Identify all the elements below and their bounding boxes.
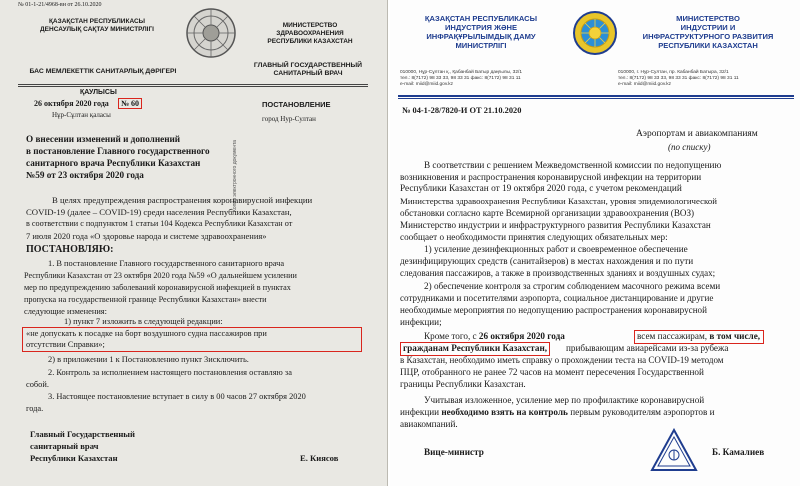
left-vertical-stamp: Копия электронного документа <box>232 139 238 212</box>
left-item1-1: 1) пункт 7 изложить в следующей редакции: <box>64 317 223 326</box>
right-para3-control: необходимо взять на контроль <box>441 407 568 417</box>
left-item1-line5: следующие изменения: <box>24 307 107 316</box>
right-signer-name: Б. Камалиев <box>712 447 765 457</box>
left-preamble-line1: В целях предупреждения распространения коронавирусной инфекции <box>52 195 313 205</box>
left-signer-name: Е. Киясов <box>300 453 339 463</box>
right-addr-ru-line3: e-mail: miid@miid.gov.kz <box>618 82 672 87</box>
right-recipient-note: (по списку) <box>668 142 711 152</box>
right-para1-line6: Министерство индустрии и инфраструктурного развития Республики Казахстан <box>400 220 711 230</box>
right-recipient: Аэропортам и авиакомпаниям <box>636 129 758 139</box>
left-org-kz-line2: ДЕНСАУЛЫҚ САҚТАУ МИНИСТРЛІГІ <box>40 26 154 33</box>
left-chief-kz: БАС МЕМЛЕКЕТТІК САНИТАРЛЫҚ ДӘРІГЕРІ <box>29 68 177 75</box>
left-org-ru-line2: ЗДРАВООХРАНЕНИЯ <box>276 30 344 37</box>
right-para2-line3: в Казахстан, необходимо иметь справку о прохождении теста на COVID-19 методом <box>400 355 724 365</box>
left-item1-line2: Республики Казахстан от 23 октября 2020 года №59 «О дальнейшем усилении <box>24 271 297 280</box>
left-decree-ru: ПОСТАНОВЛЕНИЕ <box>262 100 331 109</box>
left-preamble-line3: в соответствии с подпунктом 1 статьи 104 Кодекса Республики Казахстан от <box>26 219 293 228</box>
right-addr-kz-line2: тел.: 8(7172) 98 33 33, 98 33 31 факс: 8(7172) 98 31 11 <box>400 76 521 81</box>
right-para2-date: 26 октября 2020 года <box>478 331 565 341</box>
left-item3-line2: года. <box>26 404 44 413</box>
left-preamble-line2: COVID-19 (далее – COVID-19) среди населения Республики Казахстан, <box>26 207 292 217</box>
left-item2-line2: собой. <box>26 380 49 389</box>
left-item1-line4: пропуска на государственной границе Республики Казахстан» внести <box>24 295 267 304</box>
left-decree-document <box>0 0 388 486</box>
right-para1-line3: Республики Казахстан от 19 октября 2020 года, с учетом рекомендаций <box>400 184 682 194</box>
kazakhstan-emblem-icon <box>572 10 618 56</box>
left-doc-number: № 01-1-21/4968-вн от 26.10.2020 <box>18 2 102 8</box>
left-org-ru-line1: МИНИСТЕРСТВО <box>282 22 338 29</box>
right-addr-kz-line1: 010000, Нұр-Сұлтан қ., Қабанбай Батыр даңғылы, 32/1 <box>400 70 523 75</box>
right-para1-line1: В соответствии с решением Межведомственной комиссии по недопущению <box>424 160 722 170</box>
left-item1-line1: 1. В постановление Главного государственного санитарного врача <box>48 259 285 268</box>
right-header-rule <box>398 95 794 97</box>
left-item3-line1: 3. Настоящее постановление вступает в силу в 00 часов 27 октября 2020 <box>48 392 306 401</box>
right-para2-line1 <box>424 332 565 341</box>
right-para3-line2 <box>400 408 715 417</box>
triangle-stamp-icon <box>650 428 698 472</box>
right-org-kz-line3: ИНФРАҚҰРЫЛЫМДЫҚ ДАМУ <box>426 32 536 41</box>
left-signer-line3: Республики Казахстан <box>30 453 118 463</box>
left-chief-ru-line2: САНИТАРНЫЙ ВРАЧ <box>273 70 343 77</box>
left-title-line4: №59 от 23 октября 2020 года <box>26 170 144 180</box>
right-para2-arriving: прибывающим авиарейсами из-за рубежа <box>566 343 729 353</box>
right-org-ru-line1: МИНИСТЕРСТВО <box>676 14 740 23</box>
right-para2-text-a: Кроме того, с <box>424 331 479 341</box>
right-addr-ru-line1: 010000, г. Нур-Султан, пр. Кабанбай Батыра, 32/1 <box>618 70 729 75</box>
right-para2-all-passengers: всем пассажирам, <box>637 331 708 341</box>
right-para2-line5: границы Республики Казахстан. <box>400 379 526 389</box>
right-item1-line2: дезинфицирующих средств (санитайзеров) в местах нахождения и по пути <box>400 256 694 266</box>
left-city-kz: Нұр-Сұлтан қаласы <box>52 111 111 119</box>
left-title-line2: в постановление Главного государственного <box>26 146 210 156</box>
right-item2-line4: инфекции; <box>400 317 442 327</box>
right-org-kz-line2: ИНДУСТРИЯ ЖӘНЕ <box>444 23 518 32</box>
left-decree-kz: ҚАУЛЫСЫ <box>80 89 117 96</box>
right-addr-ru-line2: тел.: 8(7172) 98 33 33, 98 33 31 факс: 8(7172) 98 31 11 <box>618 76 739 81</box>
left-signer-line1: Главный Государственный <box>30 429 135 439</box>
right-para2-line4: ПЦР, отобранного не ранее 72 часов на момент пересечения Государственной <box>400 367 704 377</box>
left-highlight-line1: «не допускать к посадке на борт воздушного судна пассажиров при <box>26 329 267 338</box>
left-title-line3: санитарного врача Республики Казахстан <box>26 158 201 168</box>
left-item1-line3: мер по предупреждению заболеваний коронавирусной инфекцией в пунктах <box>24 283 291 292</box>
kazakhstan-emblem-icon <box>185 7 237 59</box>
right-para1-line2: возникновения и распространения коронавирусной инфекции на территории <box>400 172 702 182</box>
right-para1-line4: Министерства здравоохранения Республики Казахстан, уровня эпидемиологической <box>400 196 717 206</box>
right-para1-line7: сообщает о необходимости принятия следующих обязательных мер: <box>400 232 668 242</box>
right-org-ru-line4: РЕСПУБЛИКИ КАЗАХСТАН <box>658 41 758 50</box>
right-item1-line1: 1) усиление дезинфекционных работ и своевременное обеспечение <box>424 244 688 254</box>
right-para2-citizens: гражданам Республики Казахстан, <box>400 342 550 356</box>
right-para3-line1: Учитывая изложенное, усиление мер по профилактике коронавирусной <box>424 395 705 405</box>
left-decree-date: 26 октября 2020 года <box>34 99 109 108</box>
right-doc-number: № 04-1-28/7820-И ОТ 21.10.2020 <box>402 106 522 115</box>
right-item1-line3: следования пассажиров, а также в производственных зданиях и воздушных судах; <box>400 268 716 278</box>
right-header-rule-thin <box>398 98 794 99</box>
right-para3-text-d: первым руководителям аэропортов и <box>567 407 715 417</box>
right-item2-line3: необходимые мероприятия по недопущению распространения коронавирусной <box>400 305 707 315</box>
right-org-kz-line1: ҚАЗАҚСТАН РЕСПУБЛИКАСЫ <box>424 14 538 23</box>
right-org-kz-line4: МИНИСТРЛІГІ <box>455 41 507 50</box>
right-item2-line2: сотрудниками и посетителями аэропорта, социальное дистанцирование и другие <box>400 293 714 303</box>
right-para2-including: в том числе, <box>707 331 761 341</box>
left-org-kz-line1: ҚАЗАҚСТАН РЕСПУБЛИКАСЫ <box>48 18 146 25</box>
left-city-ru: город Нур-Султан <box>262 115 316 123</box>
right-signer-title: Вице-министр <box>424 447 484 457</box>
left-highlight-line2: отсутствии Справки»; <box>26 340 105 349</box>
left-preamble-line4: 7 июля 2020 года «О здоровье народа и системе здравоохранения» <box>26 231 267 241</box>
left-decree-number: № 60 <box>118 98 142 109</box>
right-org-ru-line3: ИНФРАСТРУКТУРНОГО РАЗВИТИЯ <box>642 32 774 41</box>
right-letter-document <box>390 0 800 486</box>
right-para1-line5: обстановки согласно карте Всемирной организации здравоохранения (ВОЗ) <box>400 208 695 218</box>
right-addr-kz-line3: e-mail: miid@miid.gov.kz <box>400 82 454 87</box>
right-para3-line3: авиакомпаний. <box>400 419 458 429</box>
left-resolve: ПОСТАНОВЛЯЮ: <box>26 244 114 255</box>
left-item1-2: 2) в приложении 1 к Постановлению пункт 3исключить. <box>48 355 249 364</box>
left-org-ru-line3: РЕСПУБЛИКИ КАЗАХСТАН <box>267 38 353 45</box>
left-signer-line2: санитарный врач <box>30 441 99 451</box>
left-title-line1: О внесении изменений и дополнений <box>26 134 181 144</box>
right-org-ru-line2: ИНДУСТРИИ И <box>680 23 736 32</box>
right-para3-text-b: инфекции <box>400 407 442 417</box>
left-item2-line1: 2. Контроль за исполнением настоящего постановления оставляю за <box>48 368 292 377</box>
right-item2-line1: 2) обеспечение контроля за строгим соблюдением масочного режима всеми <box>424 281 721 291</box>
left-chief-ru-line1: ГЛАВНЫЙ ГОСУДАРСТВЕННЫЙ <box>253 62 363 69</box>
